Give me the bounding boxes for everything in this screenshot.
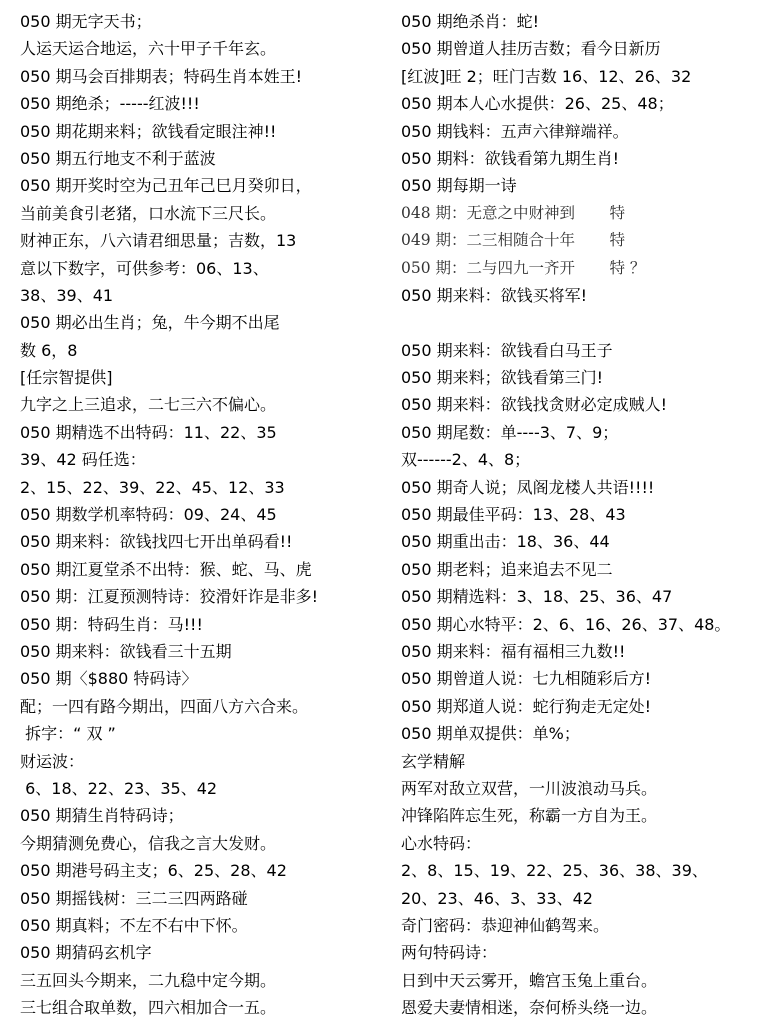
text-line: 050 期来料：欲钱看三十五期 <box>20 641 232 661</box>
text-line: 050 期尾数：单----3、7、9； <box>401 422 619 442</box>
blank-line <box>401 309 768 336</box>
text-line: 两军对敌立双营，一川波浪动马兵。 <box>401 778 658 798</box>
text-line: 050 期来料：福有福相三九数!! <box>401 641 626 661</box>
text-line: 050 期必出生肖；兔，牛今期不出尾 <box>20 313 280 333</box>
text-line: 050 期花期来料；欲钱看定眼注神!! <box>20 121 277 141</box>
text-line: [红波]旺 2；旺门吉数 16、12、26、32 <box>401 66 692 86</box>
text-line: 奇门密码：恭迎神仙鹤驾来。 <box>401 915 610 935</box>
text-line: 玄学精解 <box>401 751 466 771</box>
text-line: 050 期郑道人说：蛇行狗走无定处! <box>401 696 652 716</box>
text-line: [任宗智提供] <box>20 368 113 388</box>
text-line: 人运天运合地运，六十甲子千年玄。 <box>20 39 277 59</box>
text-line: 38、39、41 <box>20 285 114 305</box>
text-line: 意以下数字，可供参考：06、13、 <box>20 258 269 278</box>
text-line: 050 期来料：欲钱找贪财必定成贼人! <box>401 395 668 415</box>
text-line: 050 期：特码生肖：马!!! <box>20 614 203 634</box>
text-line: 两句特码诗： <box>401 943 498 963</box>
text-line: 050 期心水特平：2、6、16、26、37、48。 <box>401 614 731 634</box>
text-line: 050 期开奖时空为己丑年己巳月癸卯日， <box>20 176 312 196</box>
text-line: 2、8、15、19、22、25、36、38、39、 <box>401 861 708 881</box>
text-line: 20、23、46、3、33、42 <box>401 888 593 908</box>
text-line: 6、18、22、23、35、42 <box>20 778 218 798</box>
text-line: 050 期江夏堂杀不出特：猴、蛇、马、虎 <box>20 559 312 579</box>
text-line: 050 期绝杀；-----红波!!! <box>20 94 200 114</box>
text-line: 心水特码： <box>401 833 482 853</box>
text-line: 九字之上三追求，二七三六不偏心。 <box>20 395 277 415</box>
text-line: 050 期钱料：五声六律辩端祥。 <box>401 121 629 141</box>
text-line: 050 期精选料：3、18、25、36、47 <box>401 587 673 607</box>
text-line: 恩爱夫妻情相迷，奈何桥头绕一边。 <box>401 998 658 1018</box>
text-line: 050 期真料；不左不右中下怀。 <box>20 915 248 935</box>
text-line: 配；一四有路今期出，四面八方六合来。 <box>20 696 309 716</box>
text-line: 050 期猜码玄机字 <box>20 943 152 963</box>
text-line: 三七组合取单数，四六相加合一五。 <box>20 998 277 1018</box>
text-line: 050 期绝杀肖：蛇! <box>401 12 540 31</box>
text-line: 三五回头今期来，二九稳中定今期。 <box>20 970 277 990</box>
text-line: 049 期：二三相随合十年 特 <box>401 231 626 250</box>
text-line: 050 期来料：欲钱买将军! <box>401 285 588 305</box>
text-line: 050 期：二与四九一齐开 特 ？ <box>401 258 646 277</box>
text-line: 050 期每期一诗 <box>401 176 517 196</box>
text-line: 2、15、22、39、22、45、12、33 <box>20 477 285 497</box>
left-column <box>20 8 392 1021</box>
text-line: 双------2、4、8； <box>401 450 531 470</box>
text-line: 冲锋陷阵忘生死，称霸一方自为王。 <box>401 806 658 826</box>
text-line: 050 期〈$880 特码诗〉 <box>20 669 198 689</box>
text-line: 050 期摇钱树：三二三四两路碰 <box>20 888 248 908</box>
text-line: 050 期：江夏预测特诗：狡滑奸诈是非多! <box>20 587 319 607</box>
text-line: 今期猜测免费心，信我之言大发财。 <box>20 833 277 853</box>
text-line: 050 期数学机率特码：09、24、45 <box>20 505 277 525</box>
text-line: 39、42 码任选： <box>20 450 146 470</box>
text-line: 050 期本人心水提供：26、25、48； <box>401 94 674 114</box>
text-line: 050 期重出击：18、36、44 <box>401 532 610 552</box>
text-line: 050 期来料；欲钱看第三门! <box>401 368 604 388</box>
text-line: 050 期曾道人挂历吉数；看今日新历 <box>401 39 661 59</box>
text-line: 050 期老料；追来追去不见二 <box>401 559 613 579</box>
text-line: 050 期最佳平码：13、28、43 <box>401 505 626 525</box>
text-line: 050 期曾道人说：七九相随彩后方! <box>401 669 652 689</box>
text-line: 050 期五行地支不利于蓝波 <box>20 148 216 168</box>
text-line: 050 期精选不出特码：11、22、35 <box>20 422 277 442</box>
text-line: 数 6，8 <box>20 340 78 360</box>
text-line: 050 期奇人说；凤阁龙楼人共语!!!! <box>401 477 655 497</box>
text-line: 050 期来料：欲钱找四七开出单码看!! <box>20 532 293 552</box>
text-line: 050 期无字天书； <box>20 12 152 31</box>
text-line: 050 期猜生肖特码诗； <box>20 806 184 826</box>
text-line: 财神正东，八六请君细思量；吉数，13 <box>20 231 297 251</box>
text-line: 拆字：“ 双 ” <box>20 724 116 744</box>
text-line: 财运波： <box>20 751 85 771</box>
text-line: 050 期马会百排期表；特码生肖本姓王! <box>20 66 303 86</box>
text-line: 050 期港号码主支；6、25、28、42 <box>20 861 287 881</box>
text-line: 050 期单双提供：单%； <box>401 724 580 744</box>
text-line: 日到中天云雾开，蟾宫玉兔上重台。 <box>401 970 658 990</box>
right-column <box>401 8 768 1021</box>
text-line: 048 期：无意之中财神到 特 <box>401 203 626 222</box>
text-line: 当前美食引老猪，口水流下三尺长。 <box>20 203 277 223</box>
text-line: 050 期料：欲钱看第九期生肖! <box>401 148 620 168</box>
text-line: 050 期来料：欲钱看白马王子 <box>401 340 613 360</box>
